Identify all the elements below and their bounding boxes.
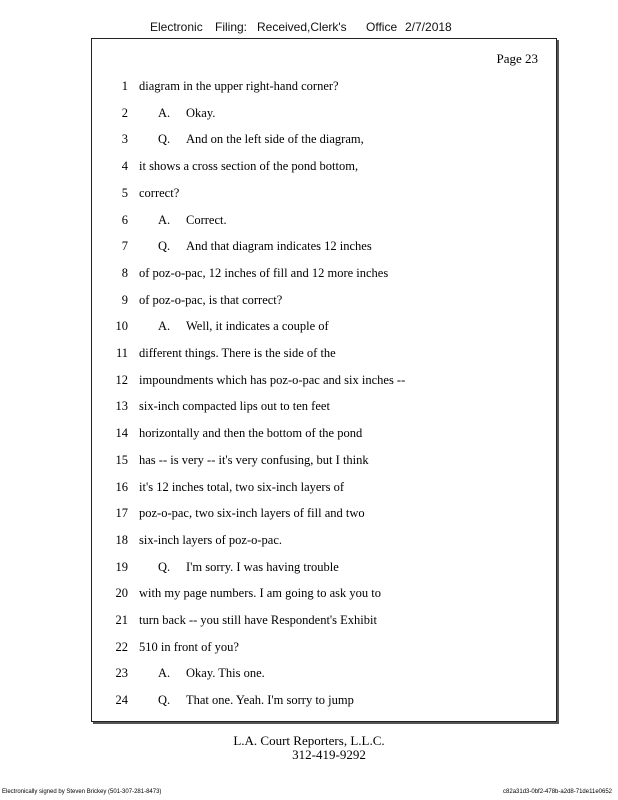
- line-text: [139, 293, 282, 308]
- line-text: [158, 213, 227, 228]
- line-number: 16: [115, 479, 128, 494]
- transcript-line: [92, 213, 556, 233]
- line-number: 8: [121, 265, 128, 280]
- court-reporter-name: L.A. Court Reporters, L.L.C.: [233, 733, 385, 748]
- speaker-marker: A.: [158, 105, 171, 120]
- line-text: [139, 79, 339, 94]
- line-number: 23: [115, 666, 128, 681]
- line-text: [139, 426, 362, 441]
- filing-word-date: 2/7/2018: [405, 20, 452, 34]
- line-number: 1: [121, 79, 128, 93]
- line-text: [139, 373, 405, 388]
- line-number: 15: [115, 452, 128, 467]
- line-text: [139, 480, 344, 495]
- line-number: 19: [115, 559, 128, 574]
- document-hash: c82a31d3-0bf2-478b-a2d8-71de11e0652: [503, 789, 612, 795]
- transcript-line: [92, 453, 556, 473]
- line-number: 14: [115, 426, 128, 441]
- e-signature-text: Electronically signed by Steven Brickey (501-307-281-8473): [2, 789, 162, 795]
- transcript-line: [92, 506, 556, 526]
- line-text: [139, 533, 282, 548]
- speaker-marker: Q.: [158, 559, 171, 574]
- line-text: [158, 319, 329, 334]
- page-number: Page 23: [496, 51, 538, 66]
- speaker-marker: Q.: [158, 239, 171, 254]
- line-body: poz-o-pac, two six-inch layers of fill and two: [139, 506, 365, 521]
- line-number: 11: [115, 346, 128, 360]
- line-text: [139, 586, 381, 601]
- line-body: correct?: [139, 185, 180, 200]
- transcript-line: [92, 640, 556, 660]
- line-body: it's 12 inches total, two six-inch layers of: [139, 479, 344, 494]
- transcript-line: [92, 132, 556, 152]
- line-number: 21: [115, 613, 128, 627]
- line-body: I'm sorry. I was having trouble: [186, 559, 339, 574]
- speaker-marker: A.: [158, 666, 171, 681]
- transcript-line: [92, 693, 556, 713]
- speaker-marker: A.: [158, 319, 171, 334]
- line-number: 17: [115, 506, 128, 521]
- line-text: [158, 106, 215, 121]
- transcript-line: [92, 106, 556, 126]
- speaker-marker: A.: [158, 212, 171, 227]
- transcript-line: [92, 266, 556, 286]
- line-text: [158, 239, 372, 254]
- line-body: That one. Yeah. I'm sorry to jump: [186, 693, 354, 708]
- transcript-line: [92, 186, 556, 206]
- line-number: 10: [115, 319, 128, 334]
- line-body: And that diagram indicates 12 inches: [186, 239, 372, 254]
- transcript-line: [92, 586, 556, 606]
- line-text: [158, 560, 339, 575]
- transcript-line: [92, 79, 556, 99]
- line-body: turn back -- you still have Respondent's Exhibit: [139, 613, 377, 627]
- transcript-line: [92, 666, 556, 686]
- court-reporter-phone: 312-419-9292: [292, 747, 366, 762]
- line-body: six-inch layers of poz-o-pac.: [139, 532, 282, 547]
- line-body: Okay. This one.: [186, 666, 265, 681]
- line-body: Okay.: [186, 105, 216, 120]
- line-text: [158, 666, 265, 681]
- line-number: 24: [115, 693, 128, 708]
- transcript-line: [92, 319, 556, 339]
- line-body: Well, it indicates a couple of: [186, 319, 329, 334]
- line-text: [139, 453, 369, 468]
- line-body: horizontally and then the bottom of the pond: [139, 426, 363, 441]
- line-body: it shows a cross section of the pond bottom,: [139, 159, 359, 174]
- line-text: [158, 132, 364, 147]
- line-body: Correct.: [186, 212, 227, 227]
- line-number: 5: [121, 185, 128, 200]
- line-body: 510 in front of you?: [139, 639, 239, 654]
- line-number: 20: [115, 586, 128, 601]
- transcript-line: [92, 159, 556, 179]
- line-number: 4: [121, 159, 128, 174]
- line-text: [158, 693, 354, 708]
- transcript-line: [92, 560, 556, 580]
- transcript-line: [92, 480, 556, 500]
- filing-word-received: Received,Clerk's: [257, 20, 347, 34]
- transcript-line: [92, 346, 556, 366]
- line-number: 12: [115, 372, 128, 387]
- filing-word-electronic: Electronic: [150, 20, 203, 34]
- line-body: with my page numbers. I am going to ask you to: [139, 586, 381, 601]
- speaker-marker: Q.: [158, 693, 171, 708]
- line-number: 7: [121, 239, 128, 254]
- line-text: [139, 399, 330, 414]
- line-text: [139, 506, 365, 521]
- line-number: 2: [121, 105, 128, 120]
- line-body: six-inch compacted lips out to ten feet: [139, 399, 330, 414]
- line-body: diagram in the upper right-hand corner?: [139, 79, 339, 93]
- line-text: [139, 186, 179, 201]
- filing-word-filing: Filing:: [215, 20, 248, 34]
- line-number: 13: [115, 399, 128, 414]
- transcript-line: [92, 239, 556, 259]
- transcript-line: [92, 293, 556, 313]
- transcript-line: [92, 533, 556, 553]
- line-body: different things. There is the side of the: [139, 346, 336, 360]
- line-number: 3: [121, 132, 128, 147]
- line-number: 9: [121, 292, 128, 307]
- line-text: [139, 640, 239, 655]
- line-body: of poz-o-pac, 12 inches of fill and 12 more inches: [139, 265, 389, 280]
- footer: [0, 734, 618, 762]
- line-text: [139, 613, 377, 628]
- filing-word-office: Office: [366, 20, 398, 34]
- transcript-line: [92, 613, 556, 633]
- line-number: 6: [121, 212, 128, 227]
- line-body: impoundments which has poz-o-pac and six inches --: [139, 372, 406, 387]
- speaker-marker: Q.: [158, 132, 171, 147]
- line-text: [139, 346, 336, 361]
- transcript-line: [92, 373, 556, 393]
- line-body: has -- is very -- it's very confusing, but I think: [139, 452, 369, 467]
- line-number: 18: [115, 532, 128, 547]
- line-body: And on the left side of the diagram,: [186, 132, 364, 147]
- line-text: [139, 266, 388, 281]
- line-body: of poz-o-pac, is that correct?: [139, 292, 283, 307]
- transcript-page: [91, 38, 557, 722]
- transcript-line: [92, 426, 556, 446]
- line-number: 22: [115, 639, 128, 654]
- line-text: [139, 159, 358, 174]
- transcript-line: [92, 399, 556, 419]
